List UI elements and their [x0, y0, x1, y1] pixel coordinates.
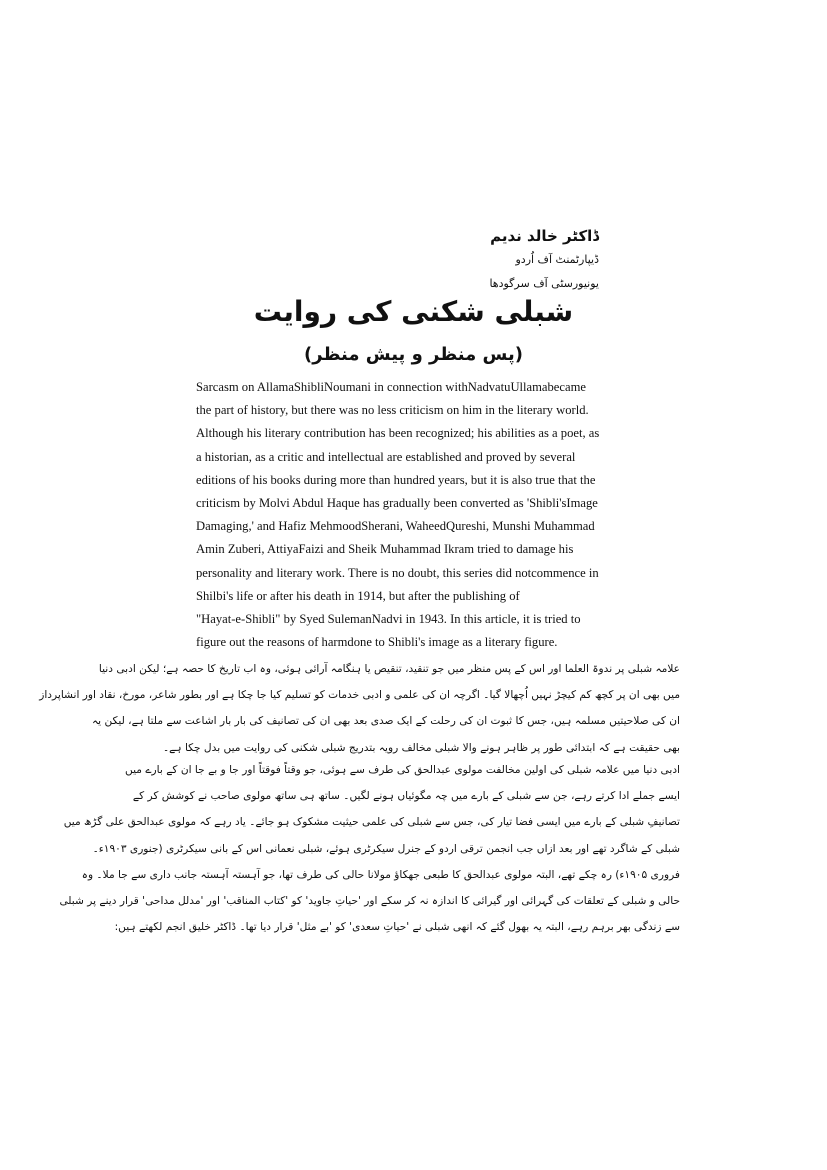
english-abstract: [196, 376, 636, 654]
urdu-line: بھی حقیقت ہے کہ ابتدائی طور پر ظاہر ہونے والا شبلی مخالف رویہ بتدریج شبلی شکنی کی روایت میں بدل چکا ہے۔: [162, 741, 680, 754]
urdu-paragraph-1: [39, 656, 680, 761]
abstract-line: Sarcasm on AllamaShibliNoumani in connection withNadvatuUllamabecame: [196, 380, 586, 394]
urdu-line: شبلی کے شاگرد تھے اور بعد ازاں جب انجمن ترقی اردو کے جنرل سیکرٹری ہوئے، شبلی نعمانی اس کے بانی سیکرٹری (جنوری ۱۹۰۳ء۔: [92, 842, 680, 855]
urdu-line: حالی و شبلی کے تعلقات کی گہرائی اور گیرائی کا اندازہ نہ کر سکے اور 'حیاتِ جاوید' کو 'کتاب المناقب' اور 'مدلل مداحی' قرار دینے پر شبلی: [59, 895, 680, 908]
author-department: ڈیپارٹمنٹ آف اُردو: [515, 253, 599, 266]
abstract-line: Although his literary contribution has been recognized; his abilities as a poet, as: [196, 426, 600, 441]
abstract-line: the part of history, but there was no less criticism on him in the literary world.: [196, 403, 589, 418]
article-title: شبلی شکنی کی روایت: [253, 295, 574, 328]
abstract-line: a historian, as a critic and intellectual are established and proved by several: [196, 449, 576, 464]
article-subtitle: (پس منظر و پیش منظر): [304, 344, 523, 365]
abstract-line: personality and literary work. There is no doubt, this series did notcommence in: [196, 565, 599, 580]
urdu-line: ادبی دنیا میں علامہ شبلی کی اولین مخالفت مولوی عبدالحق کی طرف سے ہوئی، جو وقتاً فوقتاً اور جا و بے جا ان کے بارے میں: [125, 764, 680, 776]
urdu-line: میں بھی ان پر کچھ کم کیچڑ نہیں اُچھالا گیا۔ اگرچہ ان کی علمی و ادبی خدمات کو تسلیم کیا جا چکا ہے اور بطور شاعر، مورخ، نقاد اور انشاپرداز: [39, 689, 680, 702]
abstract-line: criticism by Molvi Abdul Haque has gradually been converted as 'Shibli'sImage: [196, 496, 598, 511]
abstract-line: Damaging,' and Hafiz MehmoodSherani, WaheedQureshi, Munshi Muhammad: [196, 519, 595, 534]
author-name: ڈاکٹر خالد ندیم: [490, 227, 599, 245]
abstract-line: Shilbi's life or after his death in 1914, but after the publishing of: [196, 588, 520, 603]
urdu-paragraph-2: [59, 757, 680, 940]
urdu-line: فروری ۱۹۰۵ء) رہ چکے تھے، البتہ مولوی عبدالحق کا طبعی جھکاؤ مولانا حالی کی طرف تھا، جو آہستہ آہستہ جانب داری سے جا ملا۔ وہ: [81, 868, 680, 881]
abstract-line: editions of his books during more than hundred years, but it is also true that the: [196, 472, 596, 487]
author-university: یونیورسٹی آف سرگودھا: [489, 277, 599, 290]
author-block: [299, 224, 599, 296]
abstract-line: Amin Zuberi, AttiyaFaizi and Sheik Muhammad Ikram tried to damage his: [196, 542, 574, 557]
urdu-line: تصانیفِ شبلی کے بارے میں ایسی فضا تیار کی، جس سے شبلی کی علمی حیثیت مشکوک ہو جائے۔ یاد رہے کہ مولوی عبدالحق علی گڑھ میں: [63, 816, 680, 829]
urdu-line: ایسے جملے ادا کرتے رہے، جن سے شبلی کے بارے میں چہ مگوئیاں ہونے لگیں۔ ساتھ ہی ساتھ مولوی صاحب نے کوشش کر کے: [132, 790, 680, 803]
abstract-line: figure out the reasons of harmdone to Shibli's image as a literary figure.: [196, 635, 558, 650]
abstract-line: "Hayat-e-Shibli" by Syed SulemanNadvi in 1943. In this article, it is tried to: [196, 612, 581, 627]
urdu-line: ان کی صلاحیتیں مسلمہ ہیں، جس کا ثبوت ان کی رحلت کے ایک صدی بعد بھی ان کی تصانیف کی بار بار اشاعت سے ملتا ہے، لیکن یہ: [91, 715, 680, 728]
urdu-line: علامہ شبلی پر ندوۃ العلما اور اس کے پس منظر میں جو تنقید، تنقیص یا ہنگامہ آرائی ہوئی، وہ اب تاریخ کا حصہ ہے؛ لیکن ادبی دنیا: [98, 663, 680, 675]
urdu-line: سے زندگی بھر برہم رہے، البتہ یہ بھول گئے کہ انھی شبلی نے 'حیاتِ سعدی' کو 'بے مثل' قرار دیا تھا۔ ڈاکٹر خلیق انجم لکھتے ہیں:: [114, 921, 680, 934]
